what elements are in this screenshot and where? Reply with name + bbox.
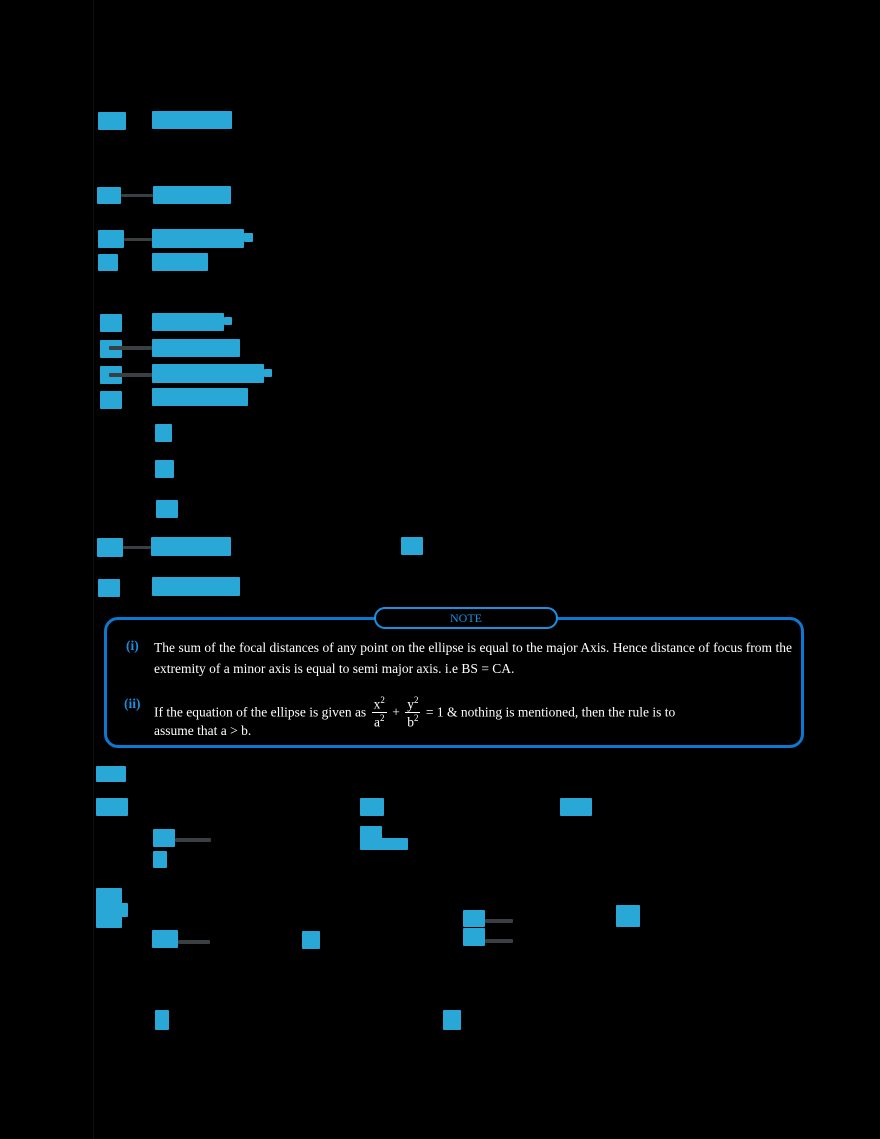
fraction-2-numerator: $y^2$ (407, 695, 419, 712)
note-tab-label: NOTE (450, 611, 482, 625)
redacted-block (152, 388, 248, 406)
redacted-block (156, 500, 178, 518)
note-item-1-text: The sum of the focal distances of any point on the ellipse is equal to the major Axis. Hence distance of focus from the extremity of a minor axis is equal to semi major axis. i.e BS = CA. (154, 640, 792, 676)
page-margin-rule (93, 0, 94, 1139)
redacted-block (485, 939, 513, 943)
redacted-block (100, 314, 122, 332)
redacted-block (155, 460, 174, 478)
redacted-block (401, 537, 423, 555)
redacted-block (151, 537, 231, 556)
redacted-block (98, 579, 120, 597)
redacted-block (96, 888, 122, 904)
redacted-block (96, 916, 122, 928)
redacted-block (96, 766, 126, 782)
redacted-block (152, 577, 240, 596)
redacted-block (463, 928, 485, 946)
redacted-block (463, 910, 485, 927)
redacted-block (96, 903, 128, 917)
fraction-1-numerator: $x^2$ (373, 695, 385, 712)
redacted-block (616, 905, 640, 927)
redacted-block (155, 424, 172, 442)
note-item-2-text-before: If the equation of the ellipse is given as (154, 704, 367, 720)
redacted-block (97, 538, 123, 557)
redacted-block (152, 313, 224, 331)
redacted-block (175, 838, 211, 842)
redacted-block (153, 829, 175, 847)
note-item-2-text-line2: assume that a > b. (154, 723, 252, 738)
redacted-block (100, 391, 122, 409)
redacted-block (109, 346, 152, 350)
fraction-2-denominator: $b^2$ (407, 713, 419, 730)
redacted-block (485, 919, 513, 923)
note-item-2-marker: (ii) (124, 696, 141, 711)
redacted-block (178, 940, 210, 944)
redacted-block (124, 238, 152, 241)
redacted-block (264, 369, 272, 377)
redacted-block (560, 798, 592, 816)
note-tab (374, 607, 558, 629)
fraction-1-denominator: $a^2$ (372, 712, 387, 730)
redacted-block (98, 230, 124, 248)
redacted-block (152, 339, 240, 357)
note-item-2-text-after: & nothing is mentioned, then the rule is to (446, 704, 676, 720)
redacted-block (152, 229, 244, 248)
redacted-block (153, 186, 231, 204)
redacted-block (360, 838, 408, 850)
redacted-block (98, 254, 118, 271)
redacted-block (443, 1010, 461, 1030)
redacted-block (109, 373, 152, 377)
redacted-block (155, 1010, 169, 1030)
fraction-operator: + (392, 704, 400, 720)
redacted-block (224, 317, 232, 325)
redacted-block (152, 253, 208, 271)
redacted-block (244, 233, 253, 242)
equation-equals: = 1 (425, 704, 444, 720)
redacted-block (96, 798, 128, 816)
redacted-block (360, 798, 384, 816)
redacted-block (152, 364, 264, 383)
redacted-block (123, 546, 151, 549)
note-item-1-marker: (i) (126, 638, 139, 653)
redacted-block (153, 851, 167, 868)
redacted-block (152, 111, 232, 129)
redacted-block (152, 930, 178, 948)
redacted-block (302, 931, 320, 949)
redacted-block (98, 112, 126, 130)
redacted-block (97, 187, 121, 204)
redacted-block (121, 194, 153, 197)
